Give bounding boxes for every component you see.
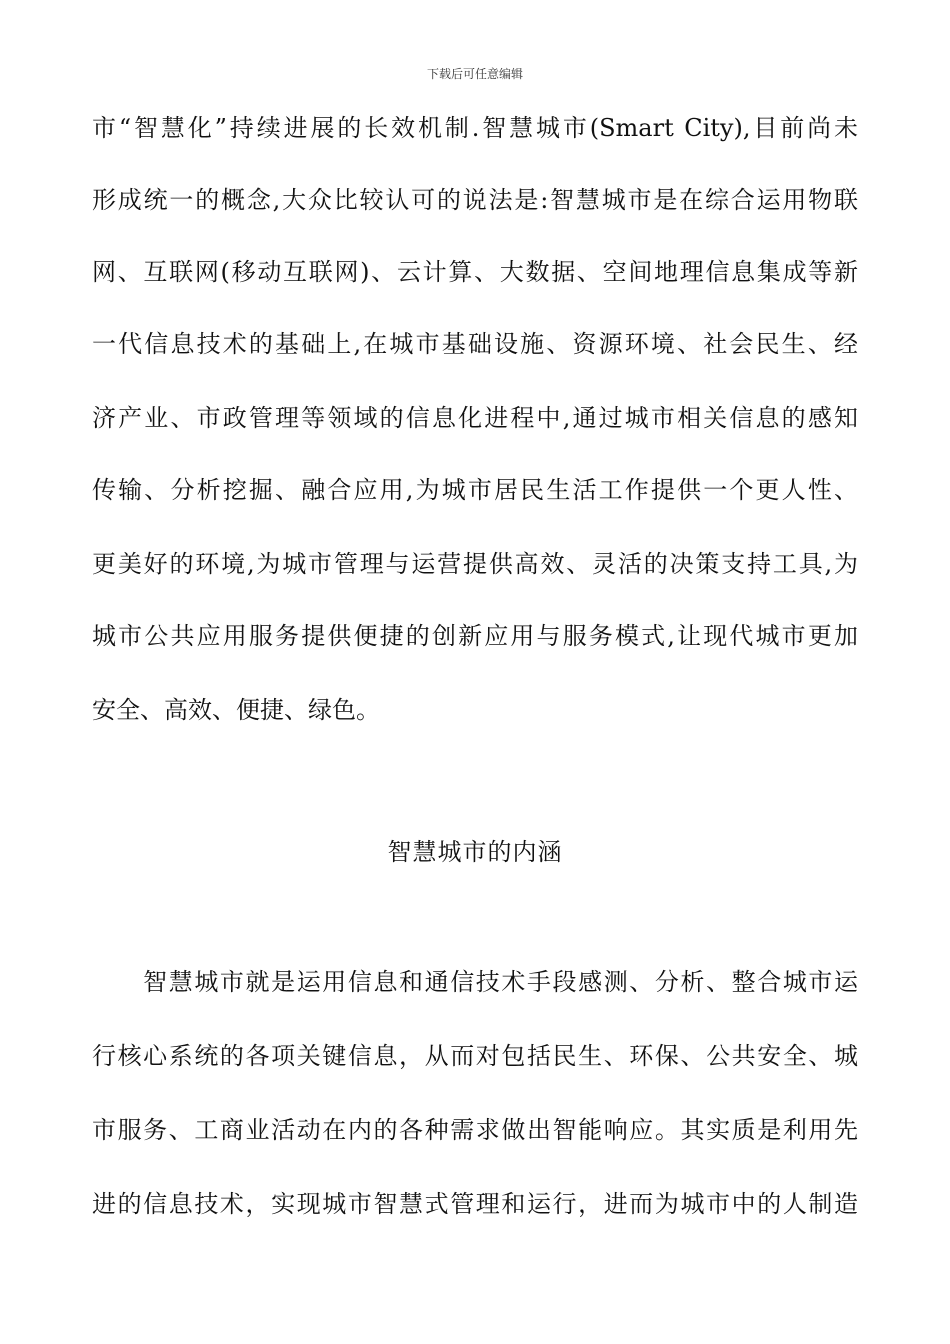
paragraph-1-line-9: 安全、高效、便捷、绿色。	[92, 696, 380, 724]
paragraph-1-line-6: 传输、分析挖掘、融合应用,为城市居民生活工作提供一个更人性、	[92, 476, 858, 504]
paragraph-1-line-2: 形成统一的概念,大众比较认可的说法是:智慧城市是在综合运用物联	[92, 186, 858, 214]
paragraph-2-line-2: 行核心系统的各项关键信息，从而对包括民生、环保、公共安全、城	[92, 1042, 858, 1070]
paragraph-1-line-1: 市“智慧化”持续进展的长效机制.智慧城市(Smart City),目前尚未	[92, 114, 858, 142]
section-title: 智慧城市的内涵	[387, 838, 563, 866]
paragraph-1-line-5: 济产业、市政管理等领域的信息化进程中,通过城市相关信息的感知	[92, 404, 858, 432]
paragraph-1-line-8: 城市公共应用服务提供便捷的创新应用与服务模式,让现代城市更加	[92, 622, 858, 650]
paragraph-2-line-3: 市服务、工商业活动在内的各种需求做出智能响应。其实质是利用先	[92, 1116, 858, 1144]
paragraph-1-line-7: 更美好的环境,为城市管理与运营提供高效、灵活的决策支持工具,为	[92, 550, 858, 578]
paragraph-2-line-4: 进的信息技术，实现城市智慧式管理和运行，进而为城市中的人制造	[92, 1190, 858, 1218]
paragraph-1-line-3: 网、互联网(移动互联网)、云计算、大数据、空间地理信息集成等新	[92, 258, 858, 286]
page-header-note: 下载后可任意编辑	[426, 67, 523, 81]
paragraph-1-line-4: 一代信息技术的基础上,在城市基础设施、资源环境、社会民生、经	[92, 330, 858, 358]
paragraph-2-line-1: 智慧城市就是运用信息和通信技术手段感测、分析、整合城市运	[92, 968, 858, 996]
